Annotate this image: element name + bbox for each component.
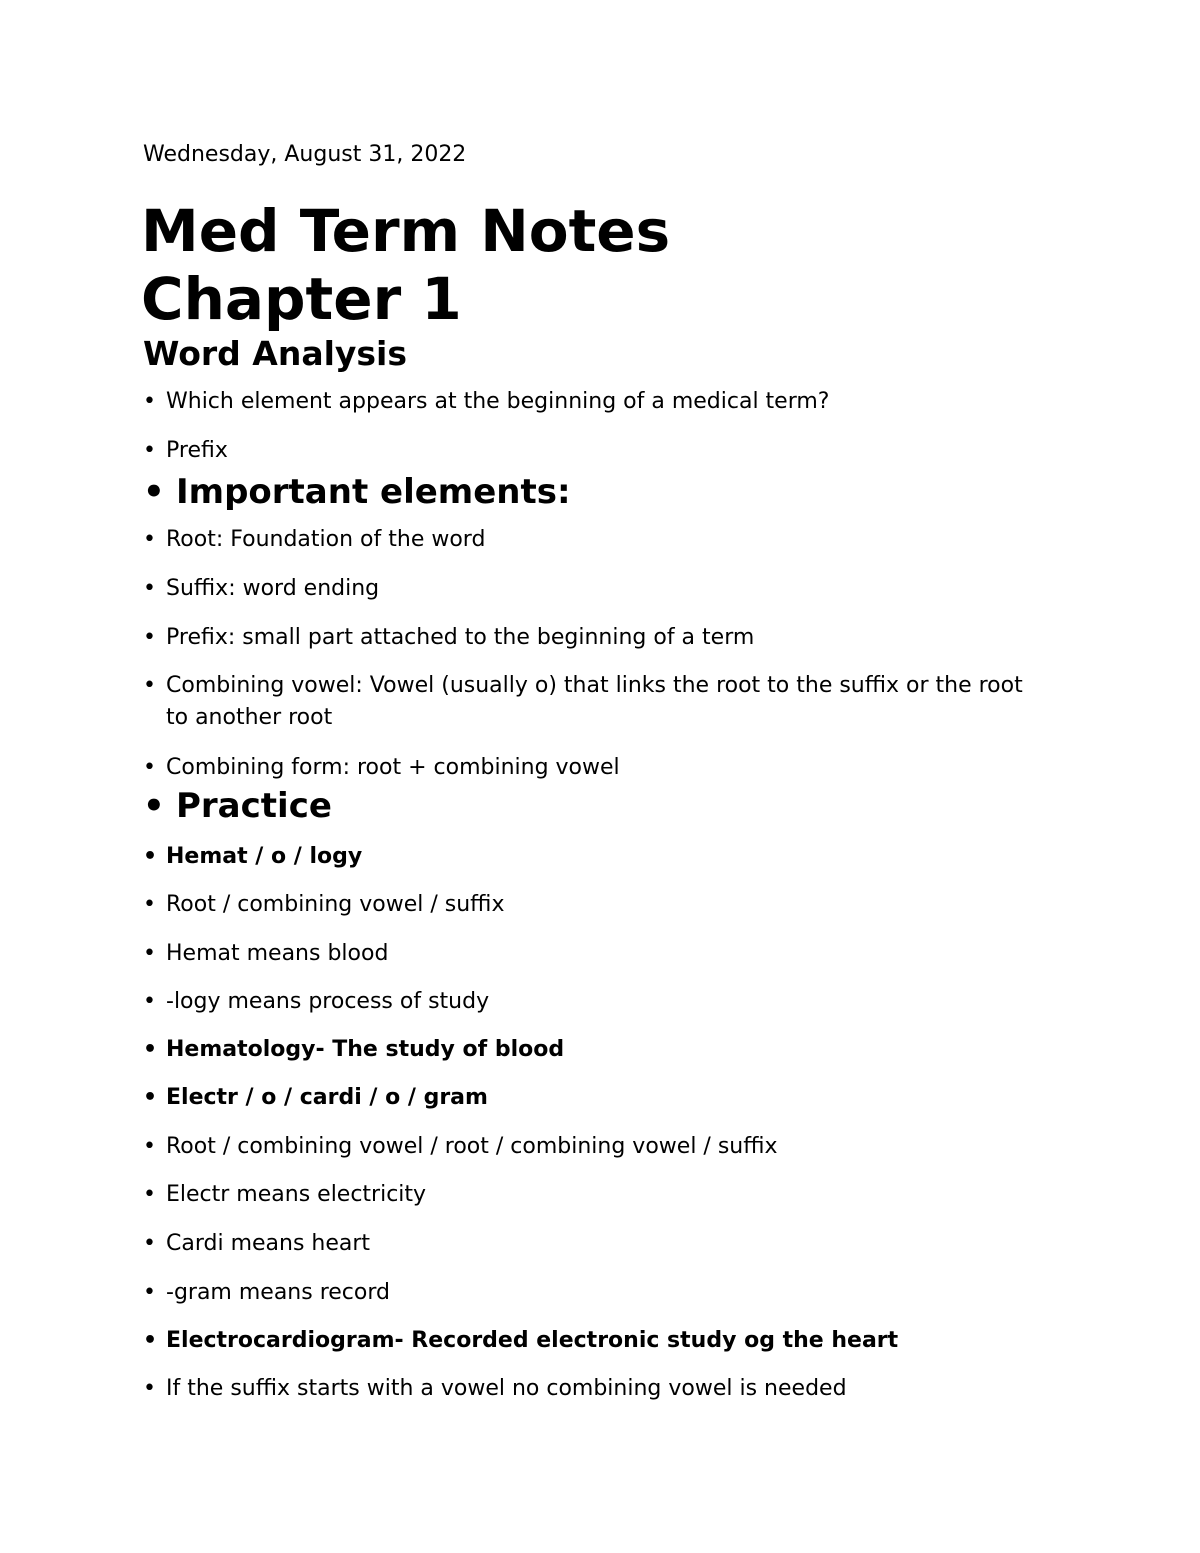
bullet-icon: • <box>143 673 156 698</box>
list-item <box>143 1228 1041 1260</box>
list-item <box>143 573 1041 605</box>
list-item-text: Root / combining vowel / suffix <box>166 892 505 917</box>
list-item-text: Root / combining vowel / root / combining vowel / suffix <box>166 1134 778 1159</box>
list-item <box>143 1131 1041 1163</box>
bullet-icon: • <box>143 989 156 1014</box>
bullet-icon: • <box>143 1037 158 1062</box>
list-item-text: If the suffix starts with a vowel no combining vowel is needed <box>166 1376 847 1401</box>
title-line-2: Chapter 1 <box>141 265 462 333</box>
list-item-text: Combining form: root + combining vowel <box>166 755 620 780</box>
list-item <box>143 986 1041 1018</box>
list-item-text: -gram means record <box>166 1280 390 1305</box>
section-title: Word Analysis <box>143 334 407 373</box>
bullet-icon: • <box>143 892 156 917</box>
list-item <box>143 1325 1041 1357</box>
list-heading-text: Important elements: <box>176 472 571 512</box>
page-title <box>141 197 670 333</box>
list-item-text: Hemat means blood <box>166 941 389 966</box>
list-item-text: Hemat / o / logy <box>166 844 363 869</box>
list-item <box>143 435 1041 467</box>
list-item-text: Electr / o / cardi / o / gram <box>166 1085 488 1110</box>
bullet-icon: • <box>143 527 156 552</box>
list-item <box>143 1179 1041 1211</box>
title-line-1: Med Term Notes <box>141 197 671 265</box>
list-item <box>143 524 1041 556</box>
list-item-text: Electrocardiogram- Recorded electronic study og the heart <box>166 1328 899 1353</box>
list-item <box>143 752 1041 784</box>
bullet-icon: • <box>143 844 158 869</box>
bullet-icon: • <box>143 576 156 601</box>
bullet-icon: • <box>143 1134 156 1159</box>
bullet-icon: • <box>143 1280 156 1305</box>
list-item <box>143 1082 1041 1114</box>
list-heading-text: Practice <box>176 786 332 826</box>
bullet-icon: • <box>143 472 165 512</box>
list-item <box>143 386 1041 418</box>
list-item-text: Combining vowel: Vowel (usually o) that links the root to the suffix or the root to another root <box>166 673 1023 730</box>
list-item-text: Root: Foundation of the word <box>166 527 486 552</box>
list-item-text: Hematology- The study of blood <box>166 1037 565 1062</box>
bullet-icon: • <box>143 1328 158 1353</box>
list-item <box>143 1277 1041 1309</box>
list-item <box>143 1373 1041 1405</box>
list-item-text: Cardi means heart <box>166 1231 371 1256</box>
bullet-icon: • <box>143 1231 156 1256</box>
list-item <box>143 670 1041 734</box>
list-heading <box>143 784 1051 828</box>
bullet-icon: • <box>143 755 156 780</box>
list-item <box>143 622 1041 654</box>
bullet-icon: • <box>143 389 156 414</box>
list-item <box>143 889 1041 921</box>
list-item-text: Which element appears at the beginning of a medical term? <box>166 389 830 414</box>
bullet-icon: • <box>143 1182 156 1207</box>
bullet-icon: • <box>143 1376 156 1401</box>
list-item-text: Prefix: small part attached to the beginning of a term <box>166 625 755 650</box>
list-item-text: Electr means electricity <box>166 1182 427 1207</box>
bullet-icon: • <box>143 786 165 826</box>
list-item <box>143 1034 1041 1066</box>
list-item <box>143 938 1041 970</box>
list-item <box>143 841 1041 873</box>
list-heading <box>143 470 1051 514</box>
list-item-text: Prefix <box>166 438 228 463</box>
list-item-text: -logy means process of study <box>166 989 490 1014</box>
list-item-text: Suffix: word ending <box>166 576 380 601</box>
bullet-icon: • <box>143 438 156 463</box>
bullet-icon: • <box>143 625 156 650</box>
bullet-icon: • <box>143 1085 158 1110</box>
note-date: Wednesday, August 31, 2022 <box>143 142 467 167</box>
bullet-icon: • <box>143 941 156 966</box>
